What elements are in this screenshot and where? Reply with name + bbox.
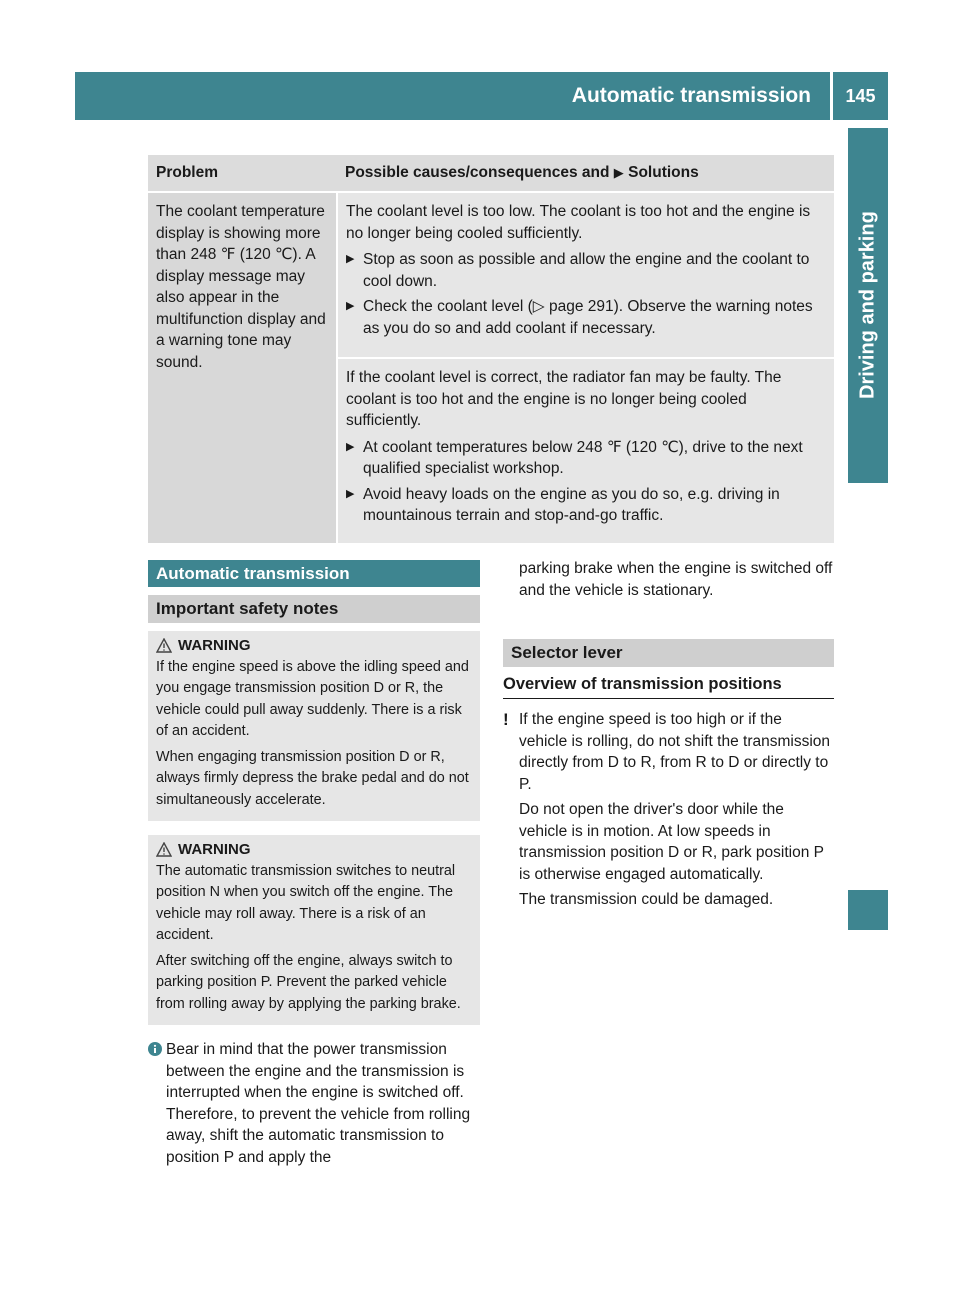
- solution-step: [346, 296, 826, 339]
- step-arrow-icon: ▶: [346, 253, 355, 265]
- notice-block: [503, 709, 834, 911]
- step-arrow-icon: ▶: [346, 300, 355, 312]
- notice-text: The transmission could be damaged.: [519, 891, 774, 908]
- warning-triangle-icon: [156, 638, 172, 653]
- warning-text: The automatic transmission switches to neutral position N when you switch off the engine. The vehicle may roll away. There is a risk of an accident.: [156, 862, 456, 943]
- info-icon: [148, 1042, 162, 1056]
- subsection-heading: Important safety notes: [148, 595, 480, 623]
- section-heading: Automatic transmission: [148, 560, 480, 587]
- cause-text: If the coolant level is correct, the radiator fan may be faulty. The coolant is too hot and the engine is no longer being cooled sufficiently.: [346, 369, 782, 429]
- continued-text: [503, 558, 834, 601]
- info-note: [148, 1039, 480, 1168]
- chapter-side-tab: Driving and parking: [848, 128, 888, 483]
- step-arrow-icon: ▶: [346, 440, 355, 453]
- column-header-solutions-suffix: Solutions: [628, 164, 699, 182]
- warning-text: If the engine speed is above the idling speed and you engage transmission position D or R, the vehicle could pull away suddenly. There is a risk of an accident.: [156, 658, 469, 739]
- step-text: Check the coolant level (▷ page 291). Observe the warning notes as you do so and add coolant if necessary.: [363, 298, 813, 337]
- warning-text: When engaging transmission position D or R, always firmly depress the brake pedal and do not simultaneously accelerate.: [156, 748, 469, 808]
- step-text: Stop as soon as possible and allow the engine and the coolant to cool down.: [363, 251, 810, 290]
- arrow-right-icon: ▶: [613, 165, 624, 181]
- column-header-problem: Problem: [148, 155, 337, 192]
- info-text: Bear in mind that the power transmission between the engine and the transmission is interrupted when the engine is switched off. Therefore, to prevent the vehicle from rolling away, shift the automatic transmission to position P and apply the: [166, 1041, 471, 1166]
- step-arrow-icon: ▶: [346, 487, 355, 500]
- warning-box: [148, 631, 480, 821]
- table-header-row: [148, 155, 834, 192]
- column-header-solutions: [337, 155, 834, 192]
- solution-step: [346, 484, 826, 527]
- problem-solution-table: [148, 155, 834, 543]
- exclamation-icon: !: [503, 710, 509, 729]
- cause-cell: [337, 192, 834, 358]
- warning-label: WARNING: [178, 841, 251, 858]
- sub-heading: Overview of transmission positions: [503, 675, 834, 699]
- warning-header: [156, 839, 472, 861]
- step-text: At coolant temperatures below 248 ℉ (120 ℃), drive to the next qualified specialist workshop.: [363, 438, 803, 477]
- warning-text: After switching off the engine, always switch to parking position P. Prevent the parked vehicle from rolling away by applying the parking brake.: [156, 952, 461, 1012]
- page-title: Automatic transmission: [571, 84, 811, 107]
- table-row: [148, 192, 834, 358]
- right-column: [503, 558, 834, 911]
- left-column: [148, 560, 480, 1172]
- section-heading: Selector lever: [503, 639, 834, 667]
- problem-cell: The coolant temperature display is showing more than 248 ℉ (120 ℃). A display message may also appear in the multifunction display and a warning tone may sound.: [148, 192, 337, 543]
- notice-text: If the engine speed is too high or if the vehicle is rolling, do not shift the transmission directly from D to R, from R to D or directly to P.: [519, 711, 831, 793]
- solution-step: [346, 249, 826, 292]
- page-number: 145: [845, 86, 876, 106]
- cause-text: The coolant level is too low. The coolant is too hot and the engine is no longer being cooled sufficiently.: [346, 203, 811, 242]
- solution-step: [346, 437, 826, 480]
- continued-paragraph: parking brake when the engine is switched off and the vehicle is stationary.: [519, 560, 833, 599]
- column-header-solutions-prefix: Possible causes/consequences and: [345, 164, 610, 182]
- side-marker: [848, 890, 888, 930]
- warning-box: [148, 835, 480, 1025]
- warning-header: [156, 635, 472, 657]
- notice-text: Do not open the driver's door while the vehicle is in motion. At low speeds in transmission position D or R, park position P is otherwise engaged automatically.: [519, 801, 824, 883]
- warning-label: WARNING: [178, 637, 251, 654]
- warning-triangle-icon: [156, 842, 172, 857]
- cause-cell: [337, 358, 834, 543]
- step-text: Avoid heavy loads on the engine as you do so, e.g. driving in mountainous terrain and stop-and-go traffic.: [363, 485, 780, 524]
